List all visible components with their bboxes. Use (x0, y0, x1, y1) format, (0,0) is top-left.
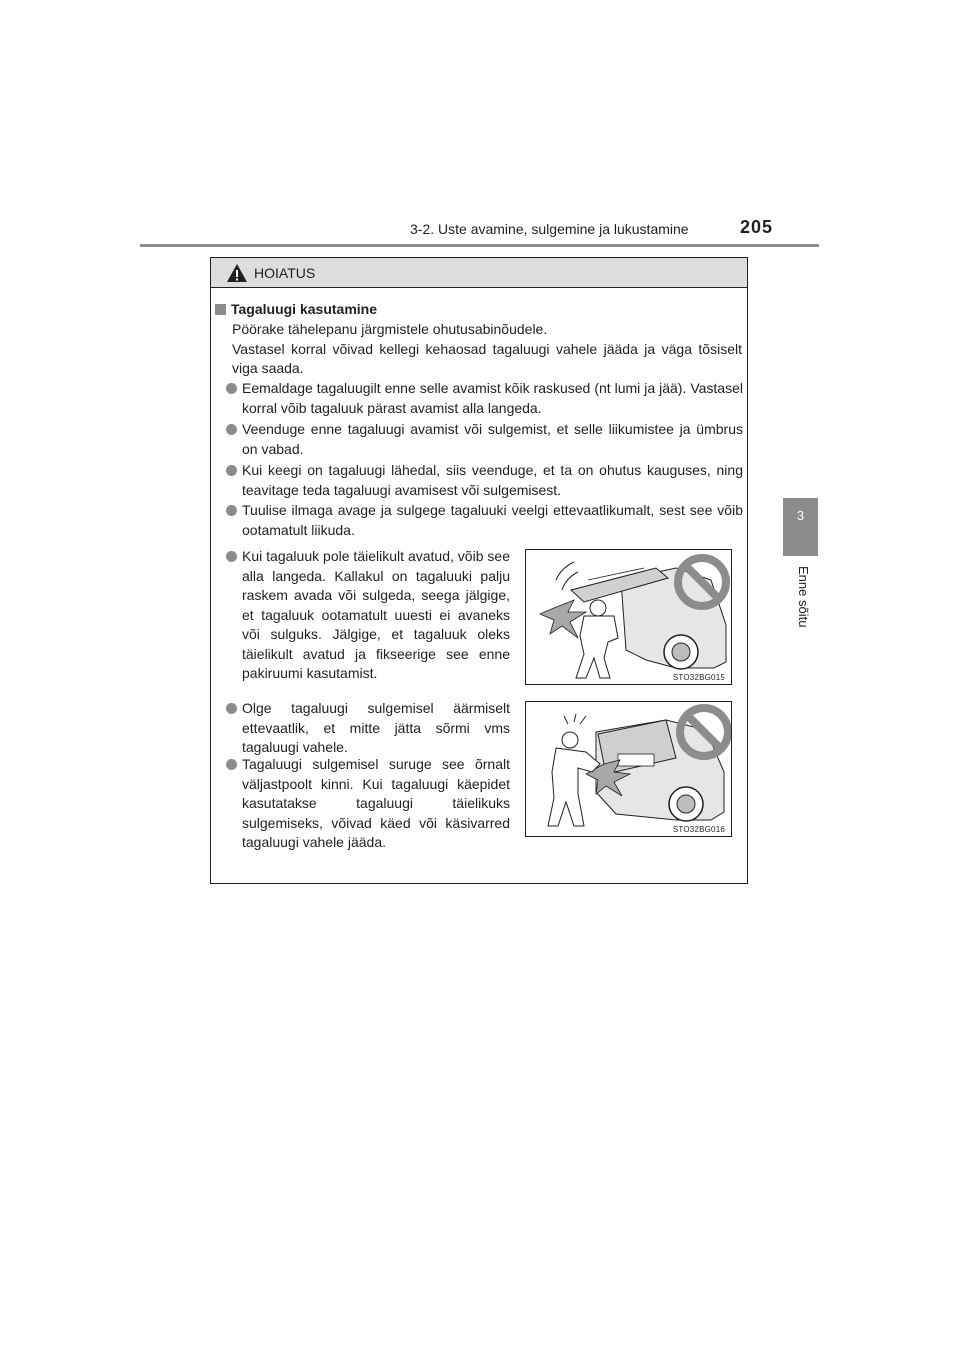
list-item-text: Veenduge enne tagaluugi avamist või sulgemist, et selle liikumistee ja ümbrus on vabad. (242, 421, 743, 457)
chapter-label (783, 566, 821, 656)
chapter-label-text: Enne sõitu (796, 566, 811, 628)
running-header: 3-2. Uste avamine, sulgemine ja lukustamine (410, 221, 689, 237)
warning-box (210, 257, 748, 884)
figure-code: STO32BG016 (672, 825, 725, 834)
chapter-tab: 3 (783, 498, 818, 556)
bullet-dot-icon (226, 465, 237, 476)
list-item-text: Tagaluugi sulgemisel suruge see õrnalt väljastpoolt kinni. Kui tagaluugi käepidet kasutatakse tagaluugi täielikuks sulgemiseks, võivad käed või käsivarred tagaluugi vahele jääda. (242, 756, 510, 850)
bullet-dot-icon (226, 703, 237, 714)
bullet-dot-icon (226, 383, 237, 394)
page-number: 205 (740, 217, 774, 237)
figure-tailgate-falling (525, 549, 732, 685)
list-item (226, 501, 743, 540)
section-heading (215, 301, 377, 317)
bullet-dot-icon (226, 424, 237, 435)
square-bullet-icon (215, 304, 226, 315)
list-item-text: Tuulise ilmaga avage ja sulgege tagaluuki veelgi ettevaatlikumalt, sest see võib ootamatult liikuda. (242, 502, 743, 538)
intro-text: Pöörake tähelepanu järgmistele ohutusabinõudele. Vastasel korral võivad kellegi kehaosad tagaluugi vahele jääda ja väga tõsiselt viga saada. (232, 321, 742, 376)
warning-triangle-icon (226, 263, 248, 283)
list-item (226, 547, 510, 684)
illustration-tailgate-falling (526, 550, 731, 684)
warning-title: HOIATUS (254, 264, 316, 281)
list-item-text: Olge tagaluugi sulgemisel äärmiselt ettevaatlik, et mitte jätta sõrmi vms tagaluugi vahele. (242, 700, 510, 755)
list-item (226, 420, 743, 459)
figure-tailgate-pinch (525, 701, 732, 837)
list-item-text: Kui keegi on tagaluugi lähedal, siis veenduge, et ta on ohutus kauguses, ning teavitage teda tagaluugi avamisest või sulgemisest. (242, 462, 743, 498)
bullet-dot-icon (226, 505, 237, 516)
figure-code: STO32BG015 (672, 673, 725, 682)
list-item (226, 699, 510, 758)
illustration-tailgate-pinch (526, 702, 731, 836)
bullet-dot-icon (226, 551, 237, 562)
section-heading-text: Tagaluugi kasutamine (231, 301, 377, 317)
list-item (226, 755, 510, 853)
list-item-text: Eemaldage tagaluugilt enne selle avamist kõik raskused (nt lumi ja jää). Vastasel korral võib tagaluuk pärast avamist alla langeda. (242, 380, 743, 416)
list-item (226, 379, 743, 418)
bullet-dot-icon (226, 759, 237, 770)
warning-header (211, 258, 747, 288)
list-item (226, 461, 743, 500)
header-divider (140, 244, 819, 247)
list-item-text: Kui tagaluuk pole täielikult avatud, võib see alla langeda. Kallakul on tagaluuki palju raskem avada või sulgeda, seega jälgige, et tagaluuk ootamatult uuesti ei avaneks või sulguks. Jälgige, et tagaluuk oleks täielikult avatud ja fikseerige see enne pakiruumi kasutamist. (242, 548, 510, 681)
